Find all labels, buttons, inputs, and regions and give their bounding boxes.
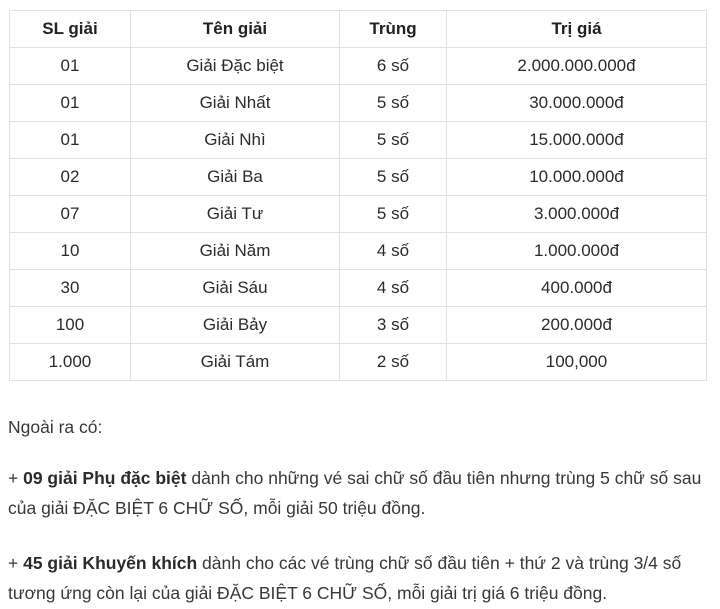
note-bold-lead: 45 giải Khuyến khích (23, 553, 198, 573)
table-cell: 4 số (340, 270, 447, 307)
table-header-row (10, 11, 707, 48)
table-cell: 30.000.000đ (447, 85, 707, 122)
notes-intro: Ngoài ra có: (8, 417, 103, 437)
note-paragraph (8, 463, 708, 523)
table-cell: Giải Tư (131, 196, 340, 233)
table-row (10, 48, 707, 85)
table-cell: 07 (10, 196, 131, 233)
prize-table (9, 10, 707, 381)
table-cell: 5 số (340, 122, 447, 159)
note-body-text: dành cho các vé trùng chữ số đầu tiên + thứ 2 và trùng 3/4 số tương ứng còn lại của giải ĐẶC BIỆT 6 CHỮ SỐ, mỗi giải trị giá 6 triệu đồng. (8, 553, 682, 603)
table-cell: 10.000.000đ (447, 159, 707, 196)
note-bold-lead: 09 giải Phụ đặc biệt (23, 468, 187, 488)
column-header: Trị giá (447, 11, 707, 48)
table-cell: 6 số (340, 48, 447, 85)
table-cell: Giải Nhất (131, 85, 340, 122)
table-cell: 3.000.000đ (447, 196, 707, 233)
table-row (10, 85, 707, 122)
table-row (10, 270, 707, 307)
table-cell: 200.000đ (447, 307, 707, 344)
note-prefix: + (8, 553, 24, 573)
table-cell: 01 (10, 122, 131, 159)
table-cell: 01 (10, 85, 131, 122)
table-row (10, 159, 707, 196)
table-cell: Giải Tám (131, 344, 340, 381)
table-cell: 3 số (340, 307, 447, 344)
table-cell: 100 (10, 307, 131, 344)
table-row (10, 122, 707, 159)
table-cell: Giải Đặc biệt (131, 48, 340, 85)
table-cell: 100,000 (447, 344, 707, 381)
table-cell: 1.000.000đ (447, 233, 707, 270)
column-header: SL giải (10, 11, 131, 48)
table-cell: 1.000 (10, 344, 131, 381)
table-cell: Giải Nhì (131, 122, 340, 159)
table-cell: 30 (10, 270, 131, 307)
table-cell: 4 số (340, 233, 447, 270)
note-paragraph (8, 548, 708, 608)
table-cell: 10 (10, 233, 131, 270)
column-header: Trùng (340, 11, 447, 48)
page (0, 10, 720, 609)
column-header: Tên giải (131, 11, 340, 48)
table-cell: Giải Năm (131, 233, 340, 270)
table-cell: 02 (10, 159, 131, 196)
table-cell: 2 số (340, 344, 447, 381)
table-row (10, 307, 707, 344)
notes-paragraphs (8, 463, 708, 608)
table-cell: 5 số (340, 159, 447, 196)
table-row (10, 233, 707, 270)
table-cell: 5 số (340, 85, 447, 122)
table-row (10, 344, 707, 381)
table-cell: Giải Ba (131, 159, 340, 196)
table-cell: 5 số (340, 196, 447, 233)
table-cell: Giải Sáu (131, 270, 340, 307)
table-cell: Giải Bảy (131, 307, 340, 344)
table-cell: 01 (10, 48, 131, 85)
table-row (10, 196, 707, 233)
table-cell: 15.000.000đ (447, 122, 707, 159)
note-body-text: dành cho những vé sai chữ số đầu tiên nhưng trùng 5 chữ số sau của giải ĐẶC BIỆT 6 CHỮ SỐ, mỗi giải 50 triệu đồng. (8, 468, 702, 518)
table-cell: 400.000đ (447, 270, 707, 307)
table-cell: 2.000.000.000đ (447, 48, 707, 85)
notes-section (8, 416, 708, 608)
note-prefix: + (8, 468, 24, 488)
